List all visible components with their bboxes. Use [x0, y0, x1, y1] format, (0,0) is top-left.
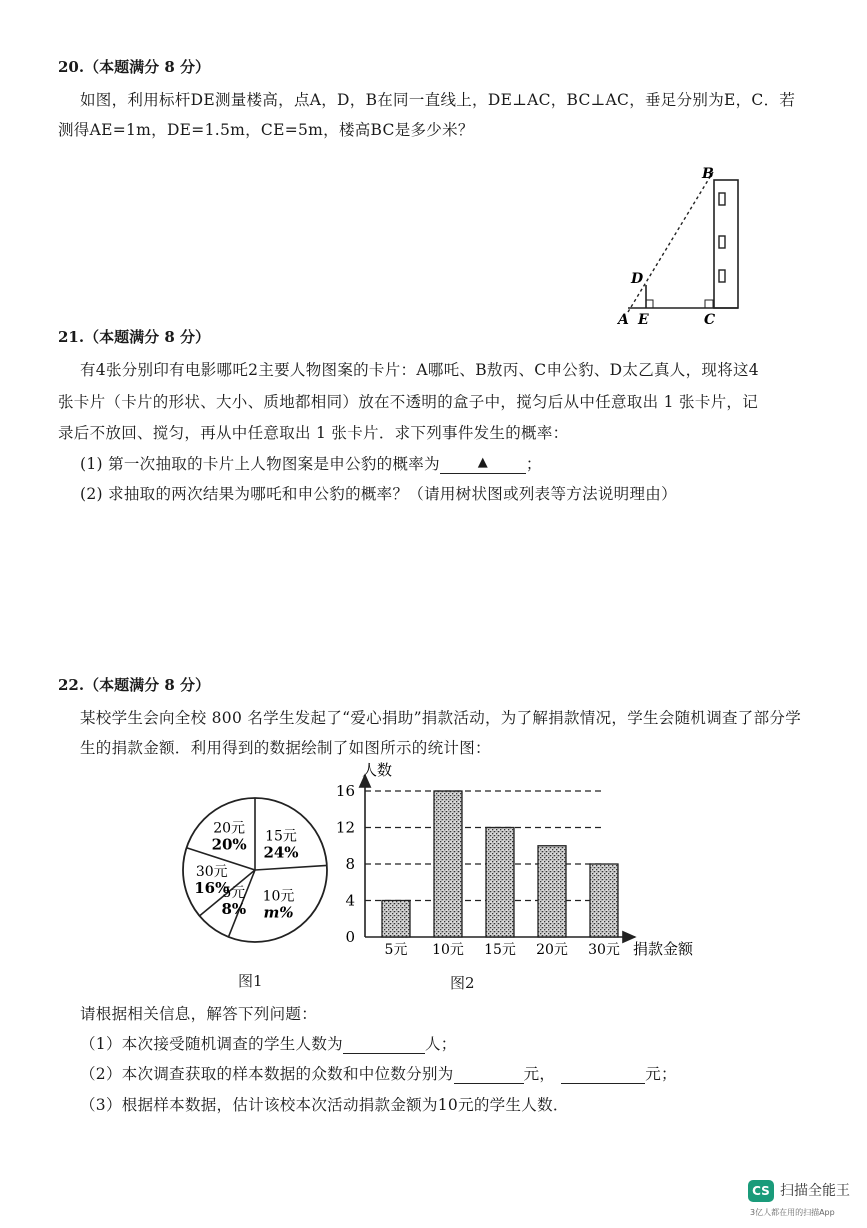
- y-tick-label: 12: [335, 818, 355, 837]
- pie-slice-boundary: [255, 865, 327, 870]
- pie-slice-label: 15元: [265, 828, 297, 845]
- y-tick-label: 8: [345, 855, 355, 873]
- x-tick-label: 10元: [432, 942, 464, 958]
- pie-slice-label: 30元: [195, 864, 228, 881]
- fig1-caption: 图1: [238, 972, 263, 990]
- y-tick-label: 0: [345, 928, 355, 946]
- building: [714, 180, 738, 308]
- q22-part2-text: （2）本次调查获取的样本数据的众数和中位数分别为: [80, 1065, 454, 1083]
- q21-text-line2: 张卡片（卡片的形状、大小、质地都相同）放在不透明的盒子中，搅匀后从中任意取出 1 张卡片，记: [58, 393, 759, 411]
- app-logo-icon: CS: [748, 1180, 774, 1202]
- watermark-subtitle: 3亿人都在用的扫描App: [750, 1208, 835, 1217]
- pie-slice-label: 10元: [262, 888, 295, 905]
- q22-part2: [80, 1062, 677, 1084]
- right-angle-e: [646, 300, 653, 308]
- answer-blank[interactable]: [440, 455, 526, 474]
- window: [719, 270, 725, 282]
- pie-chart: [175, 790, 335, 950]
- bar: [538, 846, 566, 937]
- bar: [590, 864, 618, 937]
- answer-blank[interactable]: [561, 1065, 645, 1084]
- label-b: B: [702, 166, 714, 182]
- watermark-title: 扫描全能王: [780, 1183, 850, 1199]
- x-tick-label: 20元: [536, 942, 568, 958]
- q22-part2-unit2: 元；: [645, 1065, 677, 1083]
- q22-prompt: 请根据相关信息，解答下列问题：: [80, 1005, 318, 1023]
- pie-slice-value: 16%: [194, 879, 230, 898]
- x-tick-label: 30元: [588, 942, 620, 958]
- y-axis-label: 人数: [362, 761, 393, 779]
- label-c: C: [704, 312, 716, 328]
- q21-text-line3: 录后不放回、搅匀，再从中任意取出 1 张卡片．求下列事件发生的概率：: [58, 424, 569, 442]
- right-angle-c: [705, 300, 713, 308]
- bar: [434, 791, 462, 937]
- q22-part2-unit1: 元，: [523, 1065, 556, 1083]
- label-e: E: [638, 312, 649, 328]
- pie-slice-value: m%: [263, 903, 294, 922]
- q21-part1-end: ；: [525, 455, 542, 473]
- pie-slice-value: 8%: [221, 900, 247, 919]
- q21-header: 21.（本题满分 8 分）: [58, 328, 210, 346]
- y-tick-label: 4: [345, 891, 355, 910]
- pie-slice-value: 20%: [211, 835, 247, 854]
- q22-part1: [80, 1032, 457, 1054]
- pie-slice-label: 20元: [213, 820, 246, 837]
- q21-part2: (2) 求抽取的两次结果为哪吒和申公豹的概率？（请用树状图或列表等方法说明理由）: [80, 485, 677, 503]
- label-d: D: [631, 271, 644, 287]
- x-tick-label: 5元: [384, 942, 408, 958]
- y-tick-label: 16: [335, 782, 355, 800]
- bar-chart: [330, 755, 700, 970]
- q22-text-line2: 生的捐款金额．利用得到的数据绘制了如图所示的统计图：: [80, 739, 491, 757]
- q22-part1-text: （1）本次接受随机调查的学生人数为: [80, 1035, 343, 1053]
- q20-text-line2: 测得AE=1m，DE=1.5m，CE=5m，楼高BC是多少米？: [58, 121, 474, 139]
- bar: [486, 828, 514, 938]
- q21-text-line1: 有4张分别印有电影哪吒2主要人物图案的卡片：A哪吒、B敖丙、C申公豹、D太乙真人，现将这4: [80, 361, 759, 379]
- q20-text-line1: 如图，利用标杆DE测量楼高，点A，D，B在同一直线上，DE⊥AC，BC⊥AC，垂足分别为E，C．若: [80, 91, 796, 109]
- pie-slice-label: 5元: [222, 885, 246, 902]
- q21-part1: [80, 452, 542, 474]
- x-tick-label: 15元: [484, 942, 516, 958]
- q22-text-line1: 某校学生会向全校 800 名学生发起了“爱心捐助”捐款活动，为了解捐款情况，学生会随机调查了部分学: [80, 709, 801, 727]
- x-axis-label: 捐款金额: [633, 940, 694, 958]
- answer-blank[interactable]: [454, 1065, 524, 1084]
- q21-part1-text: (1) 第一次抽取的卡片上人物图案是申公豹的概率为: [80, 455, 440, 473]
- blank-marker: ▲: [477, 455, 489, 470]
- pie-slice-value: 24%: [263, 843, 299, 862]
- fig2-caption: 图2: [450, 974, 475, 992]
- q22-header: 22.（本题满分 8 分）: [58, 676, 210, 694]
- q22-part1-unit: 人；: [424, 1035, 457, 1053]
- window: [719, 236, 725, 248]
- window: [719, 193, 725, 205]
- q22-part3: （3）根据样本数据，估计该校本次活动捐款金额为10元的学生人数．: [80, 1096, 569, 1114]
- label-a: A: [618, 312, 629, 328]
- bar: [382, 901, 410, 938]
- answer-blank[interactable]: [343, 1035, 425, 1054]
- q20-geometry-figure: [600, 160, 760, 332]
- q20-header: 20.（本题满分 8 分）: [58, 58, 210, 76]
- sight-line-ab: [628, 172, 713, 312]
